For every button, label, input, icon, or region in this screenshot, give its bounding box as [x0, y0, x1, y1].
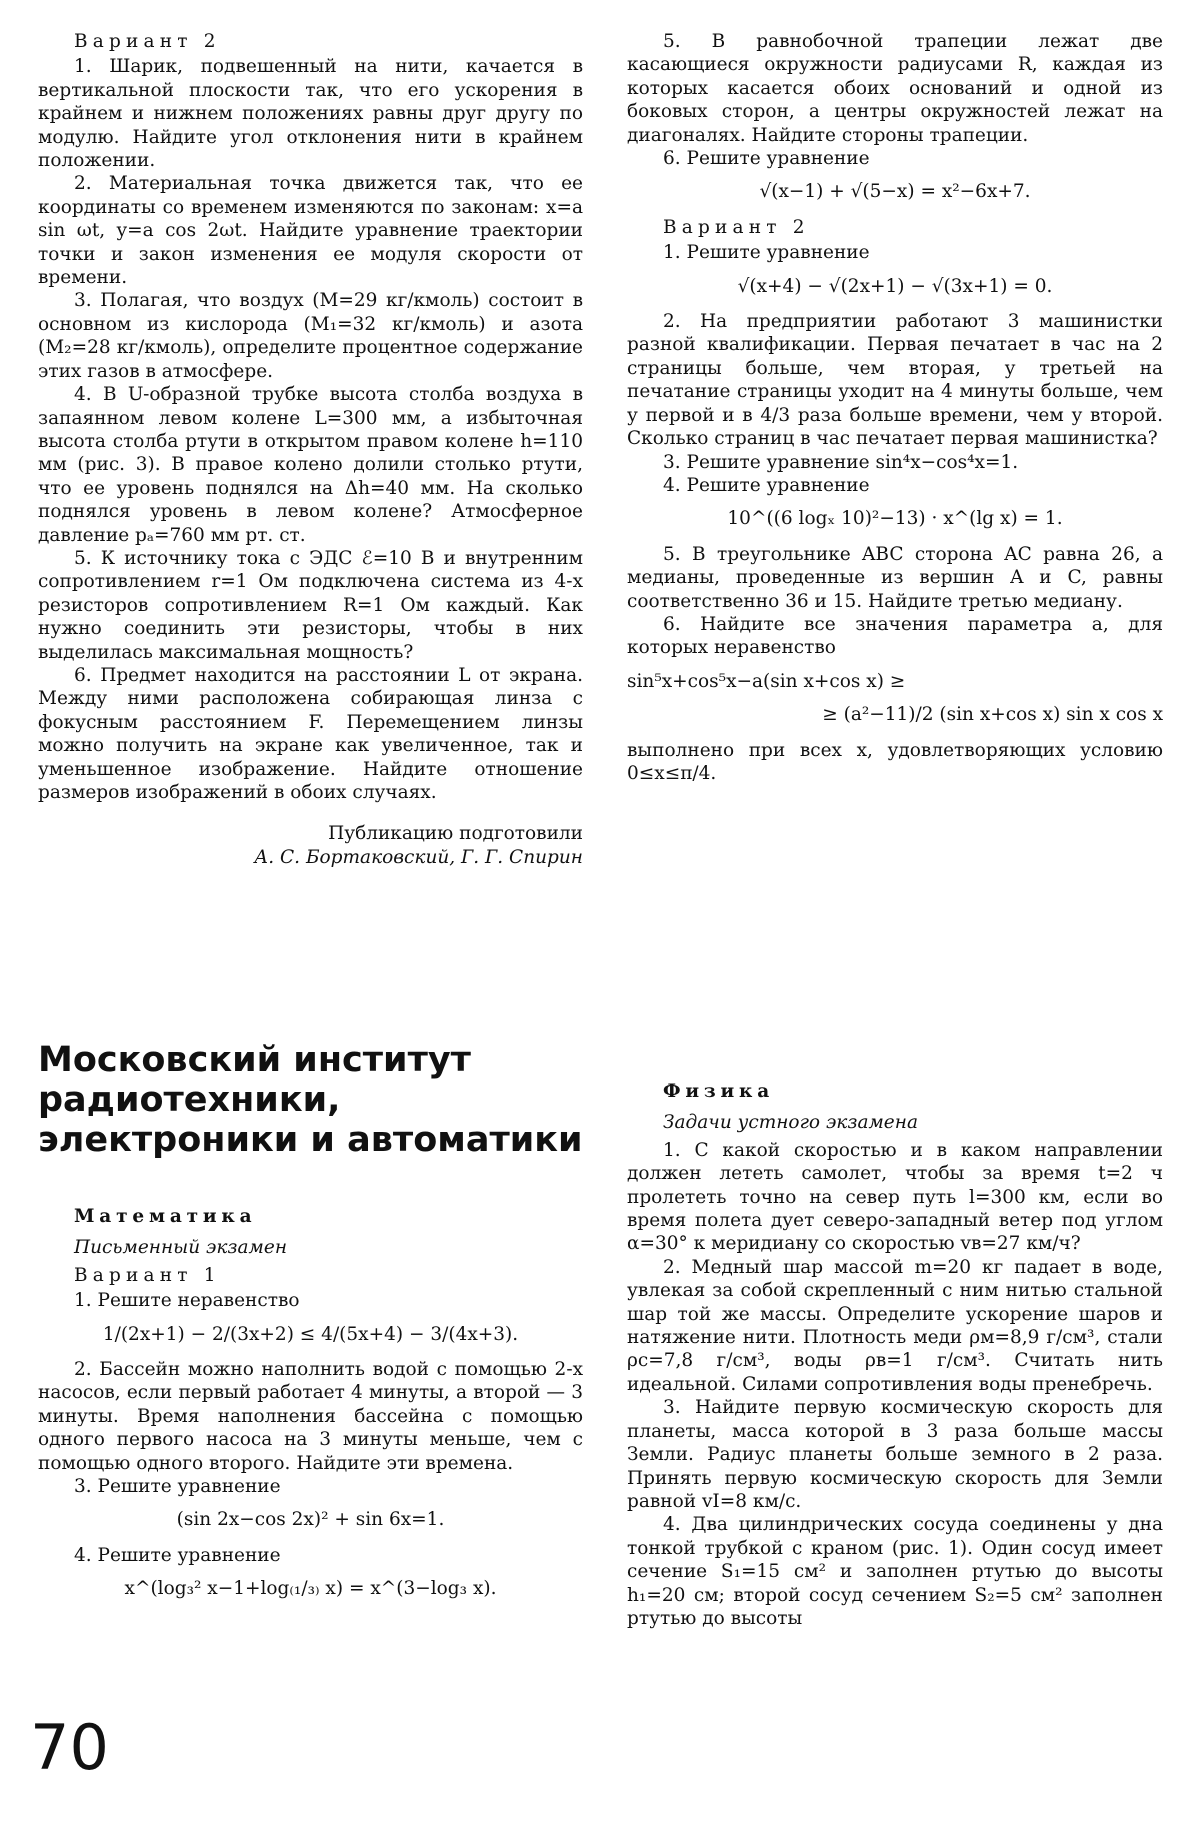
equation: √(x+4) − √(2x+1) − √(3x+1) = 0. — [737, 275, 1053, 297]
equation: 10^((6 logₓ 10)²−13) · x^(lg x) = 1. — [727, 508, 1063, 530]
math-problem: 4. Решите уравнение — [74, 1544, 281, 1566]
section-heading: Физика — [663, 1081, 775, 1102]
math-problem: 6. Найдите все значения параметра a, для которых неравенство — [627, 613, 1163, 659]
math-problem: 3. Решите уравнение sin⁴x−cos⁴x=1. — [663, 451, 1019, 473]
math-problem: 6. Решите уравнение — [663, 148, 870, 170]
physics-problem: 4. Два цилиндрических сосуда соединены у дна тонкой трубкой с краном (рис. 1). Один сосуд имеет сечение S₁=15 см² и заполнен ртутью до высоты h₁=20 см; второй сосуд сечением S₂=5 см² заполнен ртутью до высоты — [627, 1514, 1163, 1629]
variant-heading: Вариант 2 — [663, 216, 810, 238]
math-problem: 3. Решите уравнение — [74, 1476, 281, 1498]
variant-heading: Вариант 2 — [74, 31, 221, 52]
condition-text: выполнено при всех x, удовлетворяющих условию 0≤x≤π/4. — [627, 739, 1163, 784]
inequality-line: ≥ (a²−11)/2 (sin x+cos x) sin x cos x — [822, 704, 1163, 726]
physics-problem: 2. Материальная точка движется так, что ее координаты со временем изменяются по законам: x=a sin ωt, y=a cos 2ωt. Найдите уравнение траектории точки и закон изменения ее модуля скорости от времени. — [38, 173, 583, 289]
math-problem: 2. На предприятии работают 3 машинистки разной квалификации. Первая печатает в час на 2 страницы больше, чем вторая, у третьей на печатание страницы уходит на 4 минуты больше, чем у первой и в 4/3 раза больше времени, чем у второй. Сколько страниц в час печатает первая машинистка? — [627, 311, 1163, 450]
inequality: 1/(2x+1) − 2/(3x+2) ≤ 4/(5x+4) − 3/(4x+3). — [102, 1323, 519, 1345]
physics-problem: 3. Найдите первую космическую скорость для планеты, масса которой в 3 раза больше массы Земли. Радиус планеты больше земного в 2 раза. Принять первую космическую скорость для Земли равной vI=8 км/с. — [627, 1397, 1163, 1512]
math-problem: 4. Решите уравнение — [663, 474, 870, 496]
math-problem: 1. Решите неравенство — [74, 1290, 300, 1312]
variant-heading: Вариант 1 — [74, 1264, 221, 1286]
section-heading: Математика — [74, 1206, 257, 1227]
left-top-column — [38, 30, 583, 869]
institute-title: Московский институт радиотехники, электроники и автоматики — [38, 1040, 583, 1160]
equation: √(x−1) + √(5−x) = x²−6x+7. — [759, 181, 1031, 203]
credits-label: Публикацию подготовили — [328, 823, 583, 845]
credits — [38, 822, 583, 869]
equation: x^(log₃² x−1+log₍₁/₃₎ x) = x^(3−log₃ x). — [124, 1578, 497, 1600]
equation: (sin 2x−cos 2x)² + sin 6x=1. — [176, 1509, 445, 1531]
right-bottom-column — [627, 1080, 1163, 1630]
math-problem: 1. Решите уравнение — [663, 242, 870, 264]
inequality-line: sin⁵x+cos⁵x−a(sin x+cos x) ≥ — [627, 670, 906, 692]
physics-problem: 5. К источнику тока с ЭДС ℰ=10 В и внутренним сопротивлением r=1 Ом подключена система из 4-х резисторов сопротивлением R=1 Ом каждый. Как нужно соединить эти резисторы, чтобы в них выделилась максимальная мощность? — [38, 547, 583, 663]
physics-problem: 6. Предмет находится на расстоянии L от экрана. Между ними расположена собирающая линза с фокусным расстоянием F. Перемещением линзы можно получить на экране как увеличенное, так и уменьшенное изображение. Найдите отношение размеров изображений в обоих случаях. — [38, 664, 583, 803]
credits-names: А. С. Бортаковский, Г. Г. Спирин — [254, 846, 583, 868]
math-problem: 5. В треугольнике ABC сторона AC равна 26, а медианы, проведенные из вершин A и C, равны соответственно 36 и 15. Найдите третью медиану. — [627, 543, 1163, 612]
page-number: 70 — [30, 1711, 109, 1784]
physics-problem: 1. С какой скоростью и в каком направлении должен лететь самолет, чтобы за время t=2 ч пролететь точно на север путь l=300 км, если во время полета дует северо-западный ветер под углом α=30° к меридиану со скоростью vв=27 км/ч? — [627, 1139, 1163, 1255]
physics-problem: 1. Шарик, подвешенный на нити, качается в вертикальной плоскости так, что его ускорения в крайнем и нижнем положениях равны друг другу по модулю. Найдите угол отклонения нити в крайнем положении. — [38, 56, 583, 172]
right-top-column — [627, 30, 1163, 785]
physics-problem: 2. Медный шар массой m=20 кг падает в воде, увлекая за собой скрепленный с ним нитью стальной шар той же массы. Определите ускорение шаров и натяжение нити. Плотность меди ρм=8,9 г/см³, стали ρс=7,8 г/см³, воды ρв=1 г/см³. Считать нить идеальной. Силами сопротивления воды пренебречь. — [627, 1256, 1163, 1395]
left-bottom-column — [38, 1205, 583, 1613]
physics-problem: 4. В U-образной трубке высота столба воздуха в запаянном левом колене L=300 мм, а избыточная высота столба ртути в открытом правом колене h=110 мм (рис. 3). В правое колено долили столько ртути, что ее уровень поднялся на Δh=40 мм. На сколько поднялся уровень в левом колене? Атмосферное давление pₐ=760 мм рт. ст. — [38, 384, 583, 546]
math-problem: 2. Бассейн можно наполнить водой с помощью 2-х насосов, если первый работает 4 минуты, а второй — 3 минуты. Время наполнения бассейна с помощью одного первого насоса на 3 минуты меньше, чем с помощью одного второго. Найдите эти времена. — [38, 1359, 583, 1474]
physics-problem: 3. Полагая, что воздух (M=29 кг/кмоль) состоит в основном из кислорода (M₁=32 кг/кмоль) и азота (M₂=28 кг/кмоль), определите процентное содержание этих газов в атмосфере. — [38, 290, 583, 382]
math-problem: 5. В равнобочной трапеции лежат две касающиеся окружности радиусами R, каждая из которых касается обоих оснований и одной из боковых сторон, а центры окружностей лежат на диагоналях. Найдите стороны трапеции. — [627, 31, 1163, 146]
subsection-heading: Задачи устного экзамена — [663, 1112, 918, 1134]
subsection-heading: Письменный экзамен — [74, 1237, 288, 1259]
